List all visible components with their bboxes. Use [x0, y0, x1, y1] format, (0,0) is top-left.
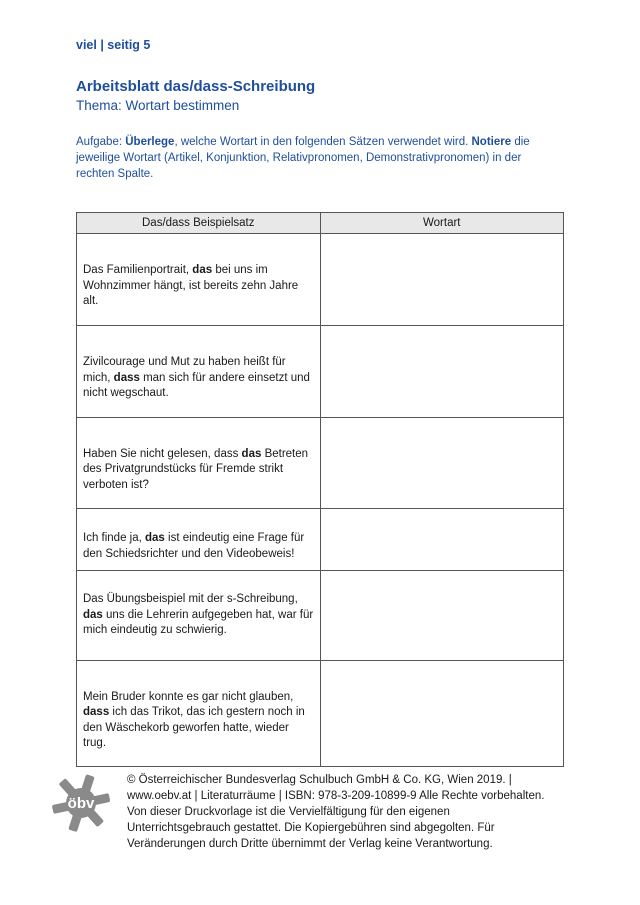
sentence-text: Mein Bruder konnte es gar nicht glauben, [83, 690, 294, 703]
sentence-cell [77, 509, 321, 571]
sentence-text: Zivilcourage und Mut zu haben heißt für mich, [83, 356, 286, 384]
sentence-text: Haben Sie nicht gelesen, dass [83, 447, 242, 460]
sentence-cell [77, 234, 321, 326]
answer-cell[interactable] [320, 418, 564, 509]
sentence-cell [77, 661, 321, 767]
task-prefix: Aufgabe: [76, 136, 126, 148]
table-header-row [77, 213, 564, 234]
answer-cell[interactable] [320, 326, 564, 418]
worksheet-table [76, 212, 564, 767]
sentence-text: bei uns im Wohnzimmer hängt, ist bereits zehn Jahre alt. [83, 264, 299, 308]
column-header-sentence: Das/dass Beispielsatz [77, 213, 321, 234]
highlight-word: das [83, 608, 103, 621]
logo-wordmark: öbv [67, 795, 95, 812]
sentence-text: Das Familienportrait, [83, 264, 193, 277]
sentence-text: uns die Lehrerin aufgegeben hat, war für mich eindeutig zu schwierig. [83, 608, 314, 637]
table-row [77, 326, 564, 418]
table-row [77, 571, 564, 661]
answer-cell[interactable] [320, 661, 564, 767]
sentence-text: ich das Trikot, das ich gestern noch in den Wäschekorb geworfen hatte, wieder trug. [83, 706, 305, 749]
task-verb-2: Notiere [471, 136, 512, 148]
answer-cell[interactable] [320, 571, 564, 661]
publisher-logo [52, 772, 110, 834]
table-row [77, 418, 564, 509]
sentence-text: ist eindeutig eine Frage für den Schiedsrichter und den Videobeweis! [83, 532, 305, 560]
sentence-text: Das Übungsbeispiel mit der s-Schreibung, [83, 593, 298, 606]
sentence-cell [77, 418, 321, 509]
task-instructions [76, 134, 556, 182]
highlight-word: das [241, 447, 262, 460]
highlight-word: das [145, 532, 165, 544]
answer-cell[interactable] [320, 234, 564, 326]
task-verb-1: Überlege [125, 136, 175, 148]
table-row [77, 509, 564, 571]
table-row [77, 661, 564, 767]
answer-cell[interactable] [320, 509, 564, 571]
sentence-text: Ich finde ja, [83, 532, 146, 544]
worksheet-subtitle: Thema: Wortart bestimmen [76, 98, 240, 113]
column-header-word-type: Wortart [320, 213, 564, 234]
copyright-notice: © Österreichischer Bundesverlag Schulbuch GmbH & Co. KG, Wien 2019. | www.oebv.at | Literaturräume | ISBN: 978-3-209-10899-9 Alle Rechte vorbehalten. Von dieser Druckvorlage ist die Vervielfältigung für den eigenen Unterrichtsgebrauch gestattet. Die Kopiergebühren sind abgegolten. Für Veränderungen durch Dritte übernimmt der Verlag keine Verantwortung. [127, 774, 545, 850]
sentence-cell [77, 326, 321, 418]
sentence-cell [77, 571, 321, 661]
task-suffix: die jeweilige Wortart (Artikel, Konjunktion, Relativpronomen, Demonstrativpronomen) in der rechten Spalte. [76, 136, 530, 180]
highlight-word: dass [113, 371, 140, 384]
highlight-word: das [192, 264, 213, 277]
worksheet-title: Arbeitsblatt das/dass-Schreibung [76, 78, 316, 95]
sentence-text: man sich für andere einsetzt und nicht wegschaut. [83, 371, 310, 400]
task-mid: , welche Wortart in den folgenden Sätzen verwendet wird. [174, 136, 472, 148]
highlight-word: dass [83, 706, 110, 718]
sentence-text: Betreten des Privatgrundstücks für Fremde strikt verboten ist? [83, 447, 309, 491]
table-row [77, 234, 564, 326]
page-header: viel | seitig 5 [76, 38, 151, 52]
